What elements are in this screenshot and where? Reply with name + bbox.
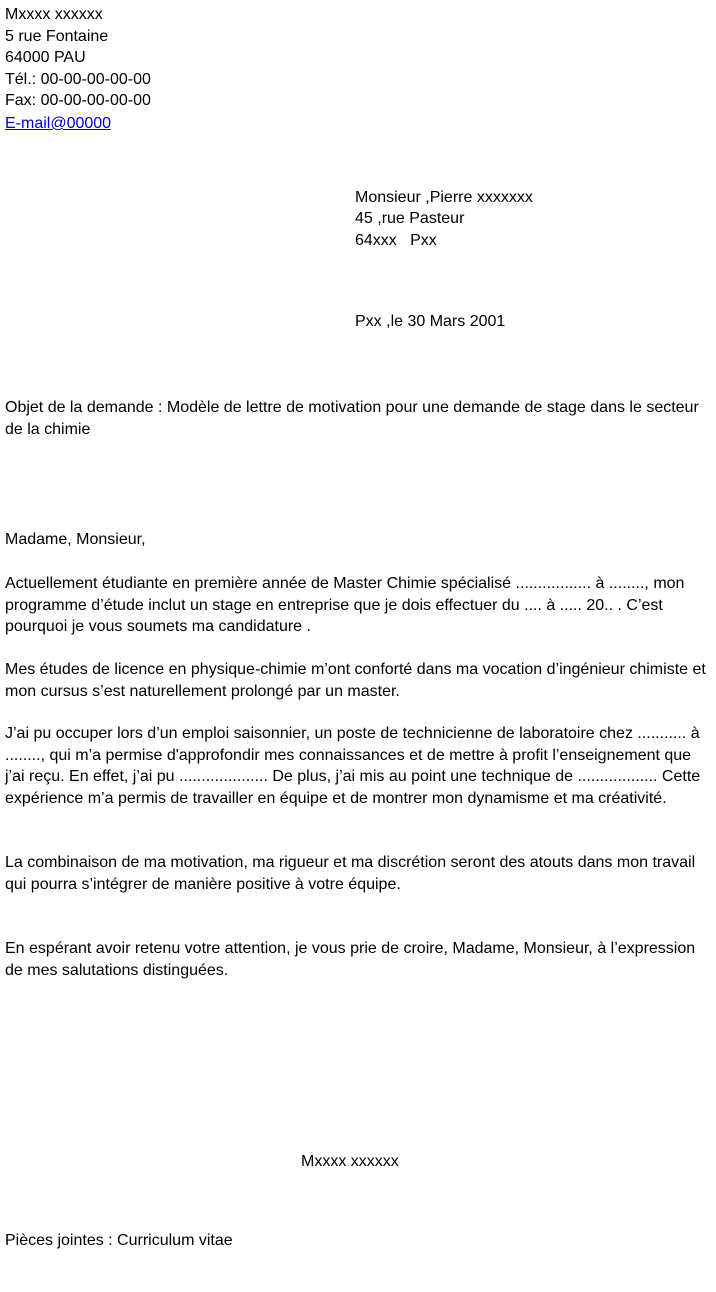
recipient-street: 45 ,rue Pasteur bbox=[355, 210, 465, 227]
recipient-city: 64xxx Pxx bbox=[355, 232, 437, 249]
letter-date: Pxx ,le 30 Mars 2001 bbox=[355, 313, 506, 330]
body-paragraph-4: La combinaison de ma motivation, ma rigueur et ma discrétion seront des atouts dans mon travail qui pourra s’intégrer de manière positive à votre équipe. bbox=[5, 854, 696, 893]
sender-phone: Tél.: 00-00-00-00-00 bbox=[5, 71, 151, 88]
salutation: Madame, Monsieur, bbox=[5, 531, 146, 548]
sender-name: Mxxxx xxxxxx bbox=[5, 6, 103, 23]
body-paragraph-1: Actuellement étudiante en première année de Master Chimie spécialisé ................. à ........, mon programme d’étude inclut un stage en entreprise que je dois effectuer du .... à ..... 20.. . C’est pourquoi je vous soumets ma candidature . bbox=[5, 575, 685, 636]
letter-subject: Objet de la demande : Modèle de lettre de motivation pour une demande de stage dans le secteur de la chimie bbox=[5, 399, 699, 438]
sender-street: 5 rue Fontaine bbox=[5, 28, 109, 45]
sender-email-link[interactable]: E-mail@00000 bbox=[5, 115, 112, 132]
sender-fax: Fax: 00-00-00-00-00 bbox=[5, 92, 151, 109]
attachments: Pièces jointes : Curriculum vitae bbox=[5, 1232, 233, 1249]
signature: Mxxxx xxxxxx bbox=[301, 1153, 399, 1170]
body-paragraph-3: J’ai pu occuper lors d’un emploi saisonnier, un poste de technicienne de laboratoire chez ........... à ........, qui m’a permise d'approfondir mes connaissances et de mettre à profit l’enseignement que j’ai reçu. En effet, j’ai pu .................... De plus, j’ai mis au point une technique de .................. Cette expérience m’a permis de travailler en équipe et de montrer mon dynamisme et ma créativité. bbox=[5, 725, 701, 807]
recipient-name: Monsieur ,Pierre xxxxxxx bbox=[355, 189, 533, 206]
sender-city: 64000 PAU bbox=[5, 49, 86, 66]
closing-paragraph: En espérant avoir retenu votre attention, je vous prie de croire, Madame, Monsieur, à l’expression de mes salutations distinguées. bbox=[5, 940, 696, 979]
body-paragraph-2: Mes études de licence en physique-chimie m’ont conforté dans ma vocation d’ingénieur chimiste et mon cursus s’est naturellement prolongé par un master. bbox=[5, 661, 706, 700]
